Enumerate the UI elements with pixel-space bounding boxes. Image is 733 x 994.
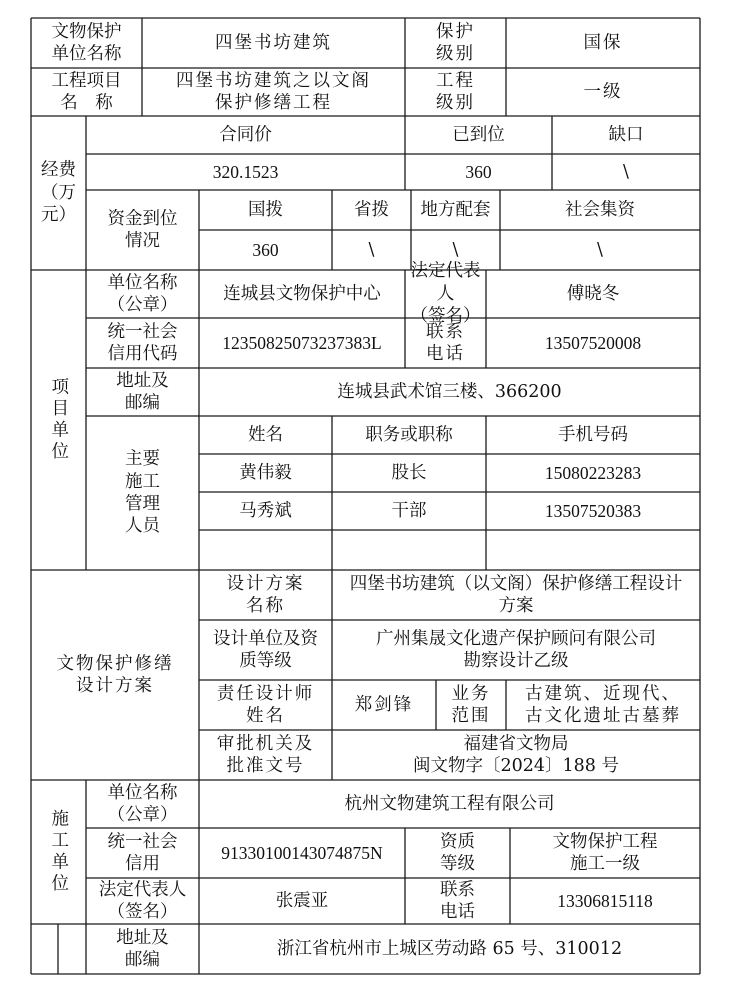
staff-row-3-name	[199, 530, 332, 570]
funding-label: 经费 （万 元）	[41, 160, 76, 226]
design-unit-value: 广州集晟文化遗产保护顾问有限公司 勘察设计乙级	[376, 628, 656, 671]
contract-price-label: 合同价	[219, 124, 272, 145]
pu-name-value: 连城县文物保护中心	[223, 283, 381, 304]
pu-address-value: 连城县武术馆三楼、366200	[337, 381, 562, 402]
national-value: 360	[252, 239, 279, 260]
pu-phone-value: 13507520008	[544, 332, 642, 353]
pu-credit-code-label: 统一社会 信用代码	[107, 321, 178, 364]
staff-row-2-name: 马秀斌	[239, 500, 292, 521]
cu-phone-label: 联系 电话	[440, 879, 475, 922]
contract-price-value: 320.1523	[212, 161, 279, 182]
staff-row-1-mobile: 15080223283	[544, 462, 642, 483]
cu-legal-rep-value: 张震亚	[275, 890, 329, 911]
scope-value: 古建筑、近现代、 古文化遗址古墓葬	[525, 683, 681, 726]
design-unit-label: 设计单位及资 质等级	[213, 628, 318, 671]
pu-phone-label: 联系 电话	[426, 321, 465, 364]
cu-address-label: 地址及 邮编	[116, 927, 169, 970]
approval-label: 审批机关及 批准文号	[216, 733, 315, 776]
plan-name-label: 设计方案 名称	[226, 573, 305, 616]
received-value: 360	[465, 161, 492, 182]
staff-header-mobile: 手机号码	[558, 424, 628, 445]
shortfall-value: \	[623, 161, 629, 182]
cu-name-label: 单位名称 （公章）	[107, 782, 178, 825]
local-label: 地方配套	[420, 199, 491, 220]
protection-level-label: 保护 级别	[436, 21, 475, 64]
project-level-label: 工程 级别	[436, 70, 475, 113]
project-name-label: 工程项目 名 称	[51, 70, 122, 113]
pu-legal-rep-label: 法定代表人 （签名）	[410, 261, 481, 327]
approval-value: 福建省文物局 闽文物字〔2024〕188 号	[412, 733, 619, 776]
cu-credit-code-label: 统一社会 信用	[107, 831, 178, 874]
cu-legal-rep-label: 法定代表人 （签名）	[98, 879, 187, 922]
plan-name-value: 四堡书坊建筑（以文阁）保护修缮工程设计 方案	[349, 573, 683, 616]
designer-value: 郑剑锋	[354, 694, 414, 715]
project-name-value: 四堡书坊建筑之以文阁 保护修缮工程	[176, 70, 371, 113]
staff-header-title: 职务或职称	[365, 424, 453, 445]
construction-unit-label: 施工单位	[48, 809, 69, 895]
cu-address-value: 浙江省杭州市上城区劳动路 65 号、310012	[276, 938, 623, 959]
funding-status-label: 资金到位 情况	[107, 208, 178, 251]
cu-qualification-label: 资质 等级	[440, 831, 475, 874]
shortfall-label: 缺口	[608, 124, 644, 145]
pu-name-label: 单位名称 （公章）	[107, 272, 178, 315]
received-label: 已到位	[452, 124, 505, 145]
local-value: \	[452, 239, 459, 260]
cu-phone-value: 13306815118	[557, 890, 653, 911]
staff-row-2-title: 干部	[391, 500, 427, 521]
unit-name-label: 文物保护 单位名称	[51, 21, 122, 64]
staff-header-name: 姓名	[248, 424, 283, 445]
scope-label: 业务 范围	[451, 683, 491, 726]
cu-name-value: 杭州文物建筑工程有限公司	[344, 793, 555, 814]
designer-label: 责任设计师 姓名	[216, 683, 315, 726]
provincial-label: 省拨	[354, 199, 389, 220]
design-plan-label: 文物保护修缮 设计方案	[56, 653, 174, 696]
project-unit-label: 项目单位	[48, 377, 69, 463]
staff-row-3-mobile	[486, 530, 700, 570]
staff-row-2-mobile: 13507520383	[544, 500, 642, 521]
social-value: \	[597, 239, 603, 260]
staff-row-1-title: 股长	[391, 462, 427, 483]
staff-row-3-title	[332, 530, 486, 570]
national-label: 国拨	[248, 199, 283, 220]
cu-credit-code-value: 91330100143074875N	[221, 842, 383, 863]
pu-credit-code-value: 12350825073237383L	[222, 332, 382, 353]
provincial-value: \	[368, 239, 375, 260]
staff-row-1-name: 黄伟毅	[239, 462, 292, 483]
social-label: 社会集资	[565, 199, 635, 220]
staff-label: 主要 施工 管理 人员	[125, 449, 160, 537]
pu-address-label: 地址及 邮编	[116, 370, 169, 413]
protection-level-value: 国保	[583, 32, 623, 53]
pu-legal-rep-value: 傅晓冬	[566, 283, 620, 304]
cu-qualification-value: 文物保护工程 施工一级	[552, 831, 658, 874]
project-level-value: 一级	[583, 81, 623, 102]
unit-name-value: 四堡书坊建筑	[215, 32, 332, 53]
